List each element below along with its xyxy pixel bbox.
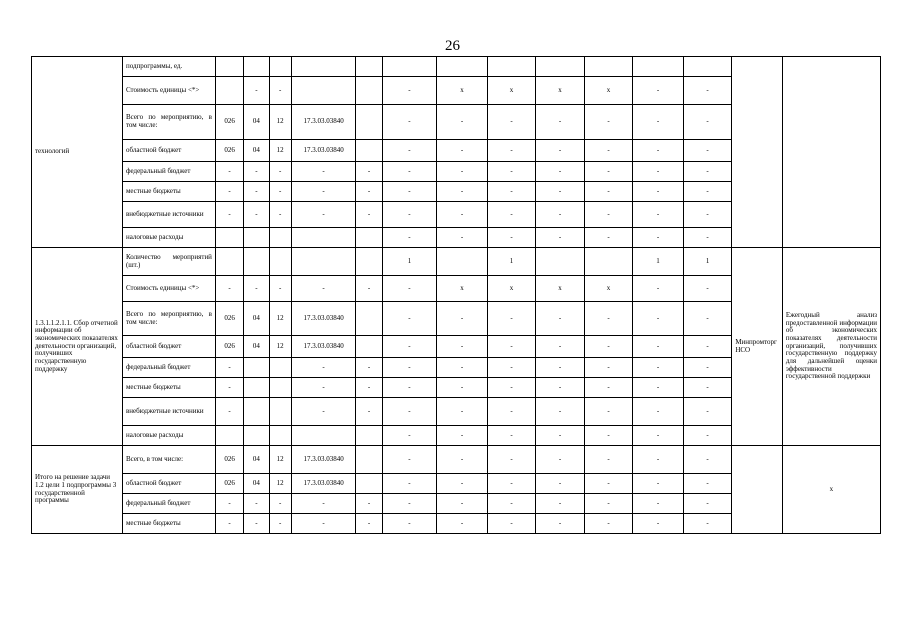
value-cell: - — [437, 228, 488, 248]
value-cell: - — [584, 358, 633, 378]
value-cell: - — [683, 336, 732, 358]
value-cell: - — [437, 446, 488, 474]
value-cell: - — [487, 302, 536, 336]
value-cell: x — [437, 77, 488, 105]
value-cell — [356, 140, 382, 162]
value-cell: - — [382, 202, 437, 228]
value-cell: x — [487, 77, 536, 105]
value-cell: - — [437, 336, 488, 358]
value-cell: - — [633, 182, 684, 202]
value-cell: - — [269, 494, 291, 514]
value-cell: - — [437, 398, 488, 426]
value-cell — [269, 378, 291, 398]
indicator-cell: налоговые расходы — [122, 228, 215, 248]
value-cell: - — [382, 182, 437, 202]
value-cell: 17.3.03.03840 — [291, 474, 356, 494]
value-cell: - — [382, 474, 437, 494]
value-cell: - — [215, 378, 243, 398]
value-cell: - — [487, 228, 536, 248]
value-cell: - — [487, 474, 536, 494]
value-cell: - — [269, 162, 291, 182]
value-cell: - — [633, 358, 684, 378]
value-cell: - — [536, 426, 585, 446]
budget-table — [31, 56, 881, 534]
value-cell: - — [584, 162, 633, 182]
value-cell — [356, 426, 382, 446]
value-cell: 12 — [269, 474, 291, 494]
value-cell: 026 — [215, 105, 243, 140]
value-cell — [291, 248, 356, 276]
value-cell: - — [536, 398, 585, 426]
value-cell: - — [683, 378, 732, 398]
value-cell — [269, 426, 291, 446]
value-cell — [356, 474, 382, 494]
value-cell: 026 — [215, 446, 243, 474]
value-cell: 12 — [269, 302, 291, 336]
value-cell: - — [437, 494, 488, 514]
value-cell — [356, 302, 382, 336]
indicator-cell: местные бюджеты — [122, 378, 215, 398]
value-cell: - — [244, 276, 269, 302]
value-cell: - — [437, 162, 488, 182]
value-cell — [356, 336, 382, 358]
value-cell — [536, 248, 585, 276]
value-cell: - — [633, 446, 684, 474]
value-cell: - — [633, 474, 684, 494]
value-cell — [244, 228, 269, 248]
value-cell: - — [536, 494, 585, 514]
result-cell — [782, 57, 880, 248]
value-cell — [683, 57, 732, 77]
value-cell: - — [291, 202, 356, 228]
value-cell: - — [487, 202, 536, 228]
value-cell — [356, 57, 382, 77]
value-cell — [269, 248, 291, 276]
value-cell: - — [291, 494, 356, 514]
value-cell: - — [382, 276, 437, 302]
value-cell: 04 — [244, 336, 269, 358]
value-cell: - — [244, 77, 269, 105]
value-cell: - — [215, 398, 243, 426]
value-cell: - — [536, 182, 585, 202]
value-cell: - — [487, 426, 536, 446]
page-number: 26 — [445, 38, 460, 54]
value-cell: - — [683, 182, 732, 202]
value-cell: - — [437, 378, 488, 398]
value-cell — [215, 426, 243, 446]
value-cell: - — [536, 358, 585, 378]
value-cell: 12 — [269, 105, 291, 140]
value-cell: - — [382, 162, 437, 182]
value-cell: - — [382, 446, 437, 474]
value-cell: - — [584, 336, 633, 358]
value-cell: - — [584, 302, 633, 336]
indicator-cell: Всего, в том числе: — [122, 446, 215, 474]
value-cell — [244, 248, 269, 276]
value-cell: - — [215, 202, 243, 228]
indicator-cell: Всего по мероприятию, в том числе: — [122, 302, 215, 336]
value-cell: - — [437, 105, 488, 140]
indicator-cell: областной бюджет — [122, 140, 215, 162]
value-cell: 026 — [215, 140, 243, 162]
value-cell: - — [487, 446, 536, 474]
value-cell: - — [291, 182, 356, 202]
value-cell: - — [633, 202, 684, 228]
value-cell: - — [382, 140, 437, 162]
value-cell — [244, 398, 269, 426]
value-cell: - — [356, 514, 382, 534]
value-cell — [215, 57, 243, 77]
value-cell: - — [633, 140, 684, 162]
value-cell: - — [382, 494, 437, 514]
value-cell: - — [633, 105, 684, 140]
indicator-cell: Стоимость единицы <*> — [122, 276, 215, 302]
table-row — [32, 248, 881, 276]
value-cell: - — [633, 77, 684, 105]
value-cell: - — [487, 358, 536, 378]
value-cell — [291, 57, 356, 77]
value-cell: - — [633, 276, 684, 302]
value-cell: - — [487, 514, 536, 534]
value-cell: - — [215, 494, 243, 514]
value-cell: - — [683, 358, 732, 378]
value-cell: - — [633, 336, 684, 358]
value-cell: - — [487, 162, 536, 182]
value-cell: - — [584, 202, 633, 228]
value-cell — [633, 57, 684, 77]
activity-cell: технологий — [32, 57, 123, 248]
value-cell: - — [683, 77, 732, 105]
value-cell — [269, 398, 291, 426]
value-cell — [269, 358, 291, 378]
value-cell: - — [683, 302, 732, 336]
value-cell: - — [356, 182, 382, 202]
value-cell: - — [633, 302, 684, 336]
value-cell — [356, 105, 382, 140]
value-cell: - — [584, 514, 633, 534]
value-cell: - — [437, 140, 488, 162]
value-cell — [215, 248, 243, 276]
value-cell: - — [382, 378, 437, 398]
value-cell: 04 — [244, 446, 269, 474]
indicator-cell: федеральный бюджет — [122, 494, 215, 514]
value-cell: - — [487, 494, 536, 514]
value-cell: - — [291, 162, 356, 182]
value-cell: - — [437, 426, 488, 446]
indicator-cell: налоговые расходы — [122, 426, 215, 446]
value-cell: - — [487, 140, 536, 162]
indicator-cell: местные бюджеты — [122, 514, 215, 534]
value-cell: - — [584, 182, 633, 202]
value-cell: - — [244, 182, 269, 202]
value-cell: - — [244, 494, 269, 514]
value-cell: - — [536, 514, 585, 534]
value-cell: - — [683, 228, 732, 248]
value-cell — [356, 228, 382, 248]
value-cell: x — [536, 276, 585, 302]
value-cell: - — [584, 446, 633, 474]
value-cell: - — [633, 228, 684, 248]
value-cell: - — [584, 398, 633, 426]
value-cell — [269, 57, 291, 77]
value-cell: - — [437, 202, 488, 228]
value-cell: - — [536, 162, 585, 182]
value-cell: - — [633, 398, 684, 426]
value-cell: - — [487, 182, 536, 202]
value-cell: 026 — [215, 336, 243, 358]
value-cell: - — [536, 140, 585, 162]
value-cell: - — [584, 474, 633, 494]
executor-cell — [732, 57, 783, 248]
value-cell: - — [382, 398, 437, 426]
value-cell: 1 — [683, 248, 732, 276]
value-cell: x — [487, 276, 536, 302]
value-cell: - — [633, 494, 684, 514]
value-cell: 12 — [269, 336, 291, 358]
value-cell: - — [584, 378, 633, 398]
value-cell: x — [584, 77, 633, 105]
value-cell — [269, 228, 291, 248]
value-cell: 17.3.03.03840 — [291, 446, 356, 474]
value-cell: - — [683, 398, 732, 426]
value-cell: - — [584, 426, 633, 446]
value-cell: - — [633, 514, 684, 534]
value-cell: - — [683, 426, 732, 446]
activity-cell: Итого на решение задачи 1.2 цели 1 подпрограммы 3 государственной программы — [32, 446, 123, 534]
value-cell — [291, 426, 356, 446]
value-cell: - — [683, 162, 732, 182]
value-cell: - — [382, 358, 437, 378]
value-cell — [215, 77, 243, 105]
value-cell — [356, 248, 382, 276]
value-cell: - — [356, 494, 382, 514]
indicator-cell: федеральный бюджет — [122, 358, 215, 378]
value-cell — [536, 57, 585, 77]
value-cell: 1 — [633, 248, 684, 276]
value-cell — [437, 248, 488, 276]
value-cell: 17.3.03.03840 — [291, 302, 356, 336]
value-cell: - — [215, 182, 243, 202]
value-cell: - — [536, 336, 585, 358]
value-cell: - — [584, 228, 633, 248]
value-cell: - — [215, 358, 243, 378]
value-cell: 04 — [244, 302, 269, 336]
value-cell: - — [269, 182, 291, 202]
value-cell: 026 — [215, 474, 243, 494]
value-cell — [584, 248, 633, 276]
indicator-cell: местные бюджеты — [122, 182, 215, 202]
value-cell: 1 — [487, 248, 536, 276]
value-cell: - — [291, 514, 356, 534]
value-cell: 17.3.03.03840 — [291, 140, 356, 162]
indicator-cell: внебюджетные источники — [122, 202, 215, 228]
value-cell: - — [633, 162, 684, 182]
value-cell: 04 — [244, 140, 269, 162]
value-cell: - — [536, 446, 585, 474]
value-cell: - — [382, 514, 437, 534]
value-cell — [244, 426, 269, 446]
table-row — [32, 57, 881, 77]
indicator-cell: подпрограммы, ед. — [122, 57, 215, 77]
value-cell: - — [584, 494, 633, 514]
value-cell: - — [382, 302, 437, 336]
value-cell: - — [487, 336, 536, 358]
value-cell: - — [487, 378, 536, 398]
value-cell: - — [382, 426, 437, 446]
value-cell: - — [291, 358, 356, 378]
value-cell: - — [437, 358, 488, 378]
activity-cell: 1.3.1.1.2.1.1. Сбор отчетной информации об экономических показателях деятельности организаций, получивших государственную поддержку — [32, 248, 123, 446]
value-cell: - — [683, 140, 732, 162]
value-cell: - — [356, 202, 382, 228]
value-cell: - — [536, 228, 585, 248]
value-cell — [382, 57, 437, 77]
value-cell: - — [683, 514, 732, 534]
indicator-cell: федеральный бюджет — [122, 162, 215, 182]
value-cell: - — [356, 162, 382, 182]
value-cell: - — [382, 228, 437, 248]
value-cell: - — [683, 202, 732, 228]
value-cell: - — [356, 358, 382, 378]
value-cell: - — [269, 202, 291, 228]
value-cell: x — [536, 77, 585, 105]
value-cell: 12 — [269, 140, 291, 162]
value-cell — [584, 57, 633, 77]
value-cell: 17.3.03.03840 — [291, 105, 356, 140]
value-cell: - — [356, 276, 382, 302]
executor-cell: Минпромторг НСО — [732, 248, 783, 446]
value-cell — [215, 228, 243, 248]
value-cell: 04 — [244, 105, 269, 140]
value-cell: - — [536, 378, 585, 398]
indicator-cell: Количество мероприятий (шт.) — [122, 248, 215, 276]
value-cell: - — [437, 302, 488, 336]
indicator-cell: Всего по мероприятию, в том числе: — [122, 105, 215, 140]
value-cell: - — [291, 276, 356, 302]
value-cell: - — [437, 182, 488, 202]
value-cell: - — [382, 105, 437, 140]
indicator-cell: областной бюджет — [122, 336, 215, 358]
executor-cell — [732, 446, 783, 534]
indicator-cell: Стоимость единицы <*> — [122, 77, 215, 105]
value-cell: 12 — [269, 446, 291, 474]
value-cell: x — [584, 276, 633, 302]
value-cell: - — [244, 514, 269, 534]
value-cell: 17.3.03.03840 — [291, 336, 356, 358]
value-cell — [356, 77, 382, 105]
value-cell: - — [683, 276, 732, 302]
value-cell: - — [356, 378, 382, 398]
value-cell: - — [215, 276, 243, 302]
value-cell: - — [382, 336, 437, 358]
value-cell: - — [536, 105, 585, 140]
value-cell: - — [215, 514, 243, 534]
value-cell: - — [437, 474, 488, 494]
result-cell: x — [782, 446, 880, 534]
value-cell: - — [382, 77, 437, 105]
value-cell: - — [215, 162, 243, 182]
value-cell: - — [437, 514, 488, 534]
value-cell: 1 — [382, 248, 437, 276]
value-cell: - — [269, 276, 291, 302]
value-cell — [244, 57, 269, 77]
value-cell — [437, 57, 488, 77]
value-cell: - — [633, 426, 684, 446]
value-cell: - — [291, 378, 356, 398]
value-cell: - — [584, 140, 633, 162]
value-cell: - — [244, 162, 269, 182]
indicator-cell: областной бюджет — [122, 474, 215, 494]
value-cell: x — [437, 276, 488, 302]
value-cell: - — [683, 474, 732, 494]
value-cell: 026 — [215, 302, 243, 336]
indicator-cell: внебюджетные источники — [122, 398, 215, 426]
value-cell: - — [536, 302, 585, 336]
value-cell — [291, 228, 356, 248]
table-row — [32, 446, 881, 474]
value-cell: - — [291, 398, 356, 426]
value-cell — [487, 57, 536, 77]
value-cell: - — [356, 398, 382, 426]
value-cell — [244, 358, 269, 378]
value-cell: - — [536, 202, 585, 228]
value-cell: - — [536, 474, 585, 494]
value-cell — [356, 446, 382, 474]
value-cell: 04 — [244, 474, 269, 494]
value-cell — [291, 77, 356, 105]
value-cell: - — [683, 105, 732, 140]
value-cell: - — [683, 494, 732, 514]
value-cell — [244, 378, 269, 398]
value-cell: - — [244, 202, 269, 228]
value-cell: - — [633, 378, 684, 398]
value-cell: - — [683, 446, 732, 474]
value-cell: - — [269, 77, 291, 105]
value-cell: - — [487, 398, 536, 426]
value-cell: - — [584, 105, 633, 140]
value-cell: - — [487, 105, 536, 140]
value-cell: - — [269, 514, 291, 534]
result-cell: Ежегодный анализ предоставленной информации об экономических показателях деятельности организаций, получивших государственную поддержку для дальнейшей оценки эффективности государственной поддержки — [782, 248, 880, 446]
